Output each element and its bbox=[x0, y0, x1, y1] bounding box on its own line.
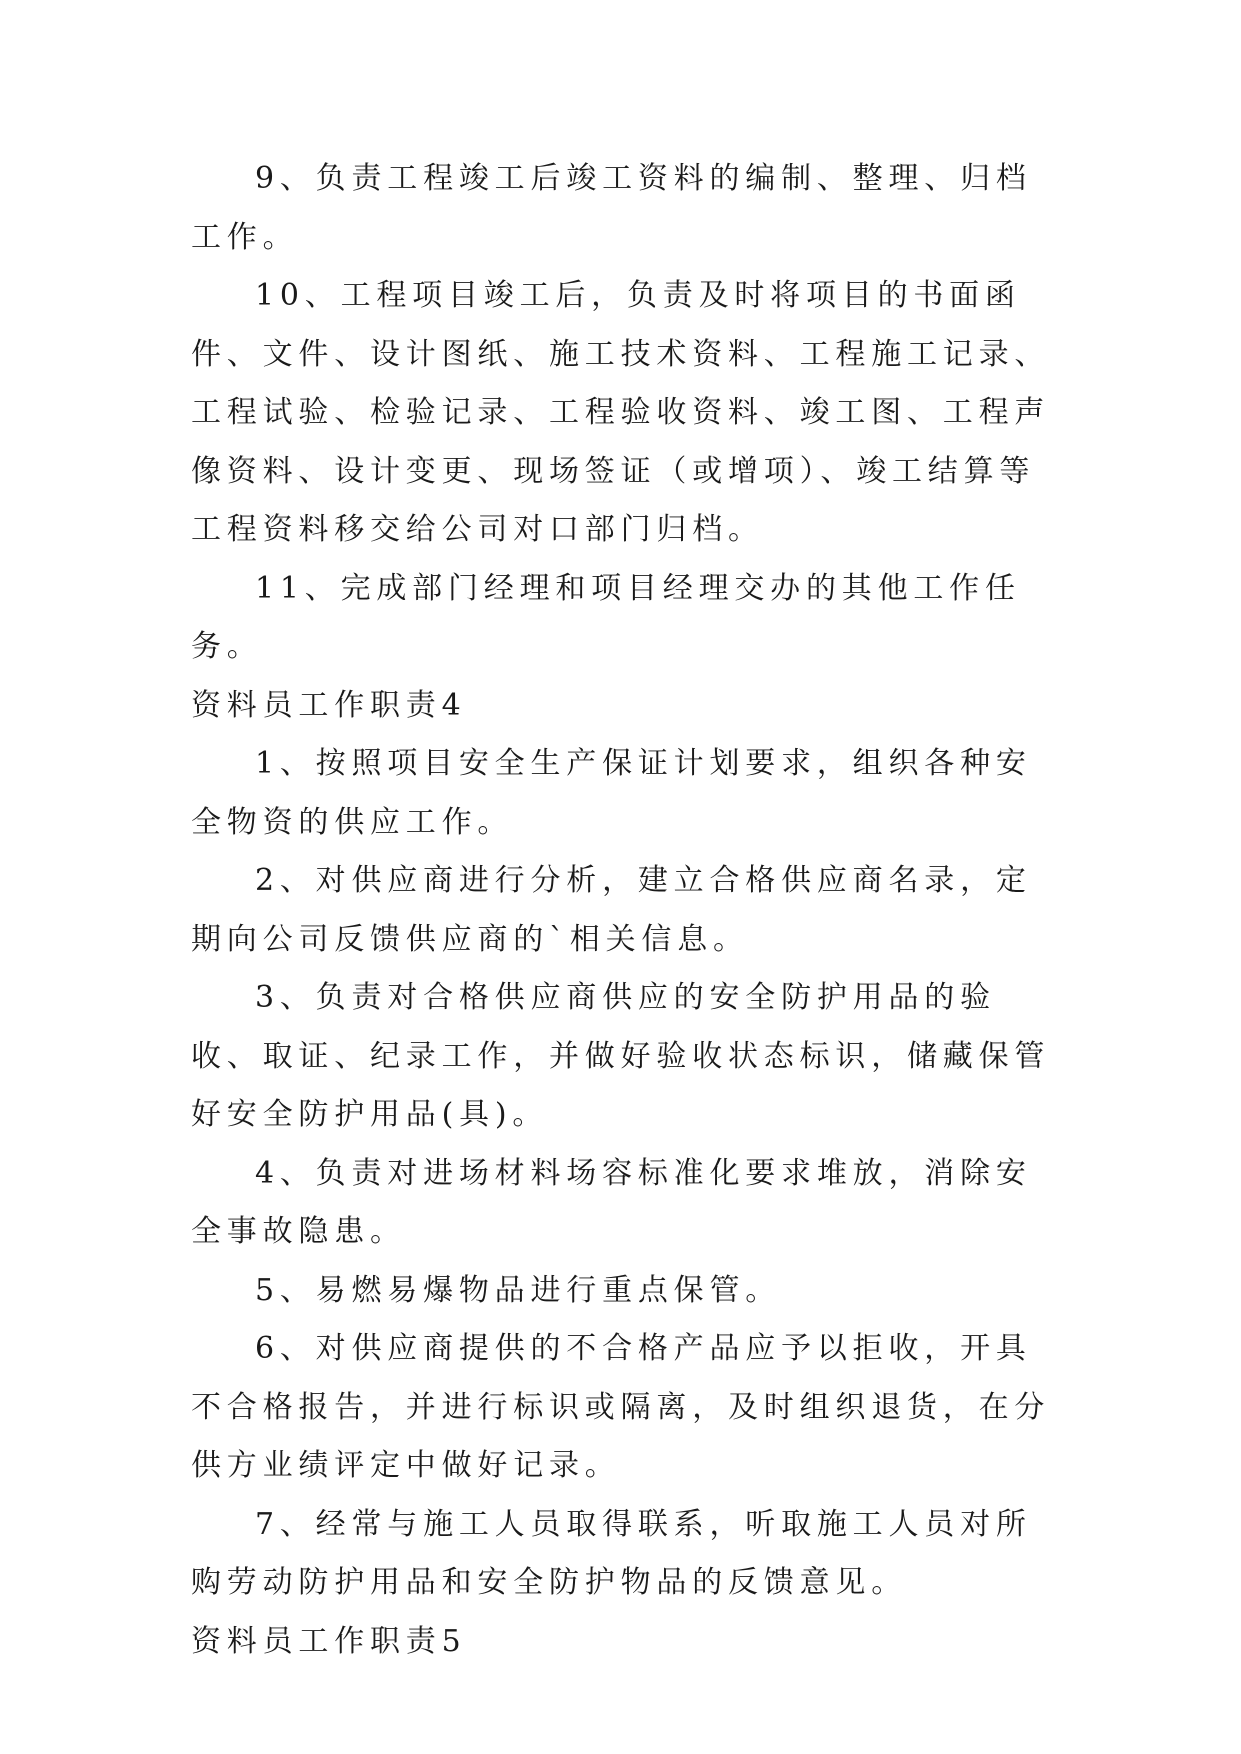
paragraph-item-7: 7、经常与施工人员取得联系，听取施工人员对所购劳动防护用品和安全防护物品的反馈意见。 bbox=[191, 1506, 1032, 1600]
paragraph-item-4: 4、负责对进场材料场容标准化要求堆放，消除安全事故隐患。 bbox=[191, 1155, 1032, 1249]
paragraph-item-6: 6、对供应商提供的不合格产品应予以拒收，开具不合格报告，并进行标识或隔离，及时组织退货，在分供方业绩评定中做好记录。 bbox=[191, 1331, 1051, 1483]
paragraph-item-5: 5、易燃易爆物品进行重点保管。 bbox=[255, 1272, 782, 1308]
paragraph-item-11: 11、完成部门经理和项目经理交办的其他工作任务。 bbox=[191, 570, 1021, 664]
section-heading-4: 资料员工作职责4 bbox=[191, 687, 467, 723]
paragraph-item-3: 3、负责对合格供应商供应的安全防护用品的验收、取证、纪录工作，并做好验收状态标识，储藏保管好安全防护用品(具)。 bbox=[191, 980, 1051, 1132]
paragraph-item-2: 2、对供应商进行分析，建立合格供应商名录，定期向公司反馈供应商的`相关信息。 bbox=[191, 863, 1032, 957]
paragraph-item-9: 9、负责工程竣工后竣工资料的编制、整理、归档工作。 bbox=[191, 161, 1032, 255]
section-heading-5: 资料员工作职责5 bbox=[191, 1623, 467, 1659]
paragraph-item-1: 1、按照项目安全生产保证计划要求，组织各种安全物资的供应工作。 bbox=[191, 746, 1032, 840]
paragraph-item-10: 10、工程项目竣工后，负责及时将项目的书面函件、文件、设计图纸、施工技术资料、工程施工记录、工程试验、检验记录、工程验收资料、竣工图、工程声像资料、设计变更、现场签证（或增项）、竣工结算等工程资料移交给公司对口部门归档。 bbox=[191, 278, 1051, 547]
document-body bbox=[191, 150, 1051, 1671]
